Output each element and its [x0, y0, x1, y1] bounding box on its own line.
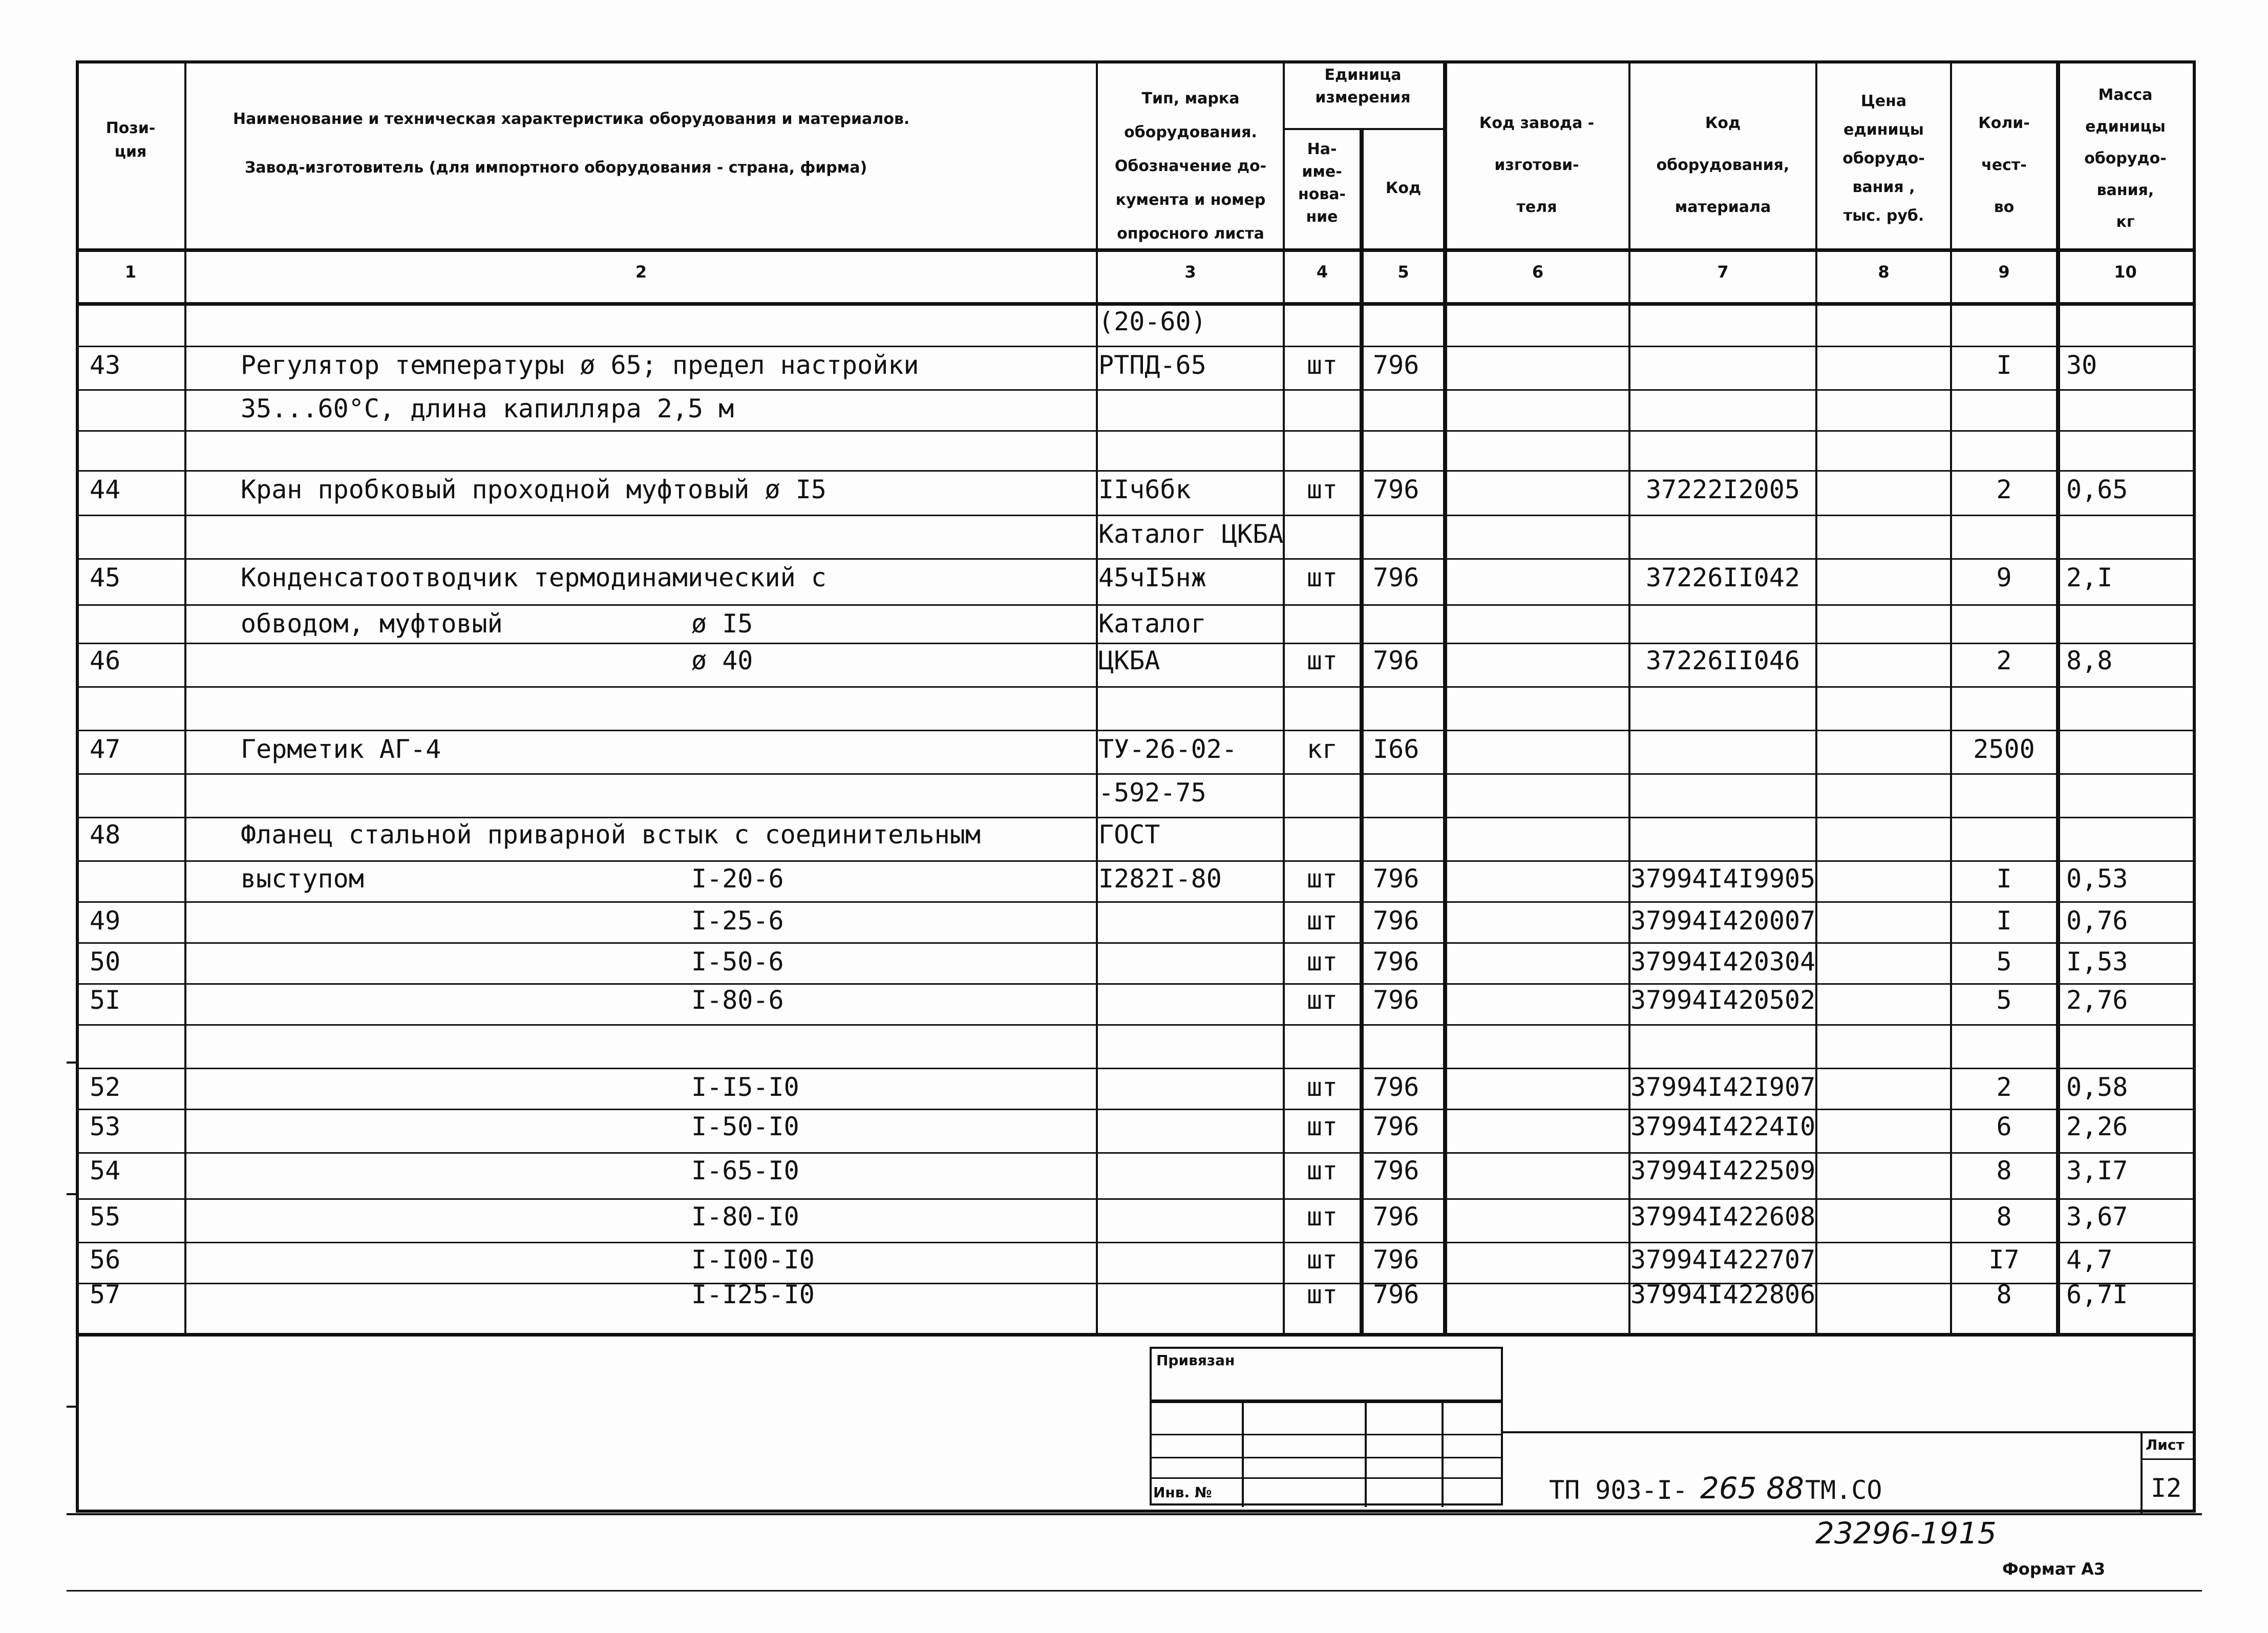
row-unit: кг — [1306, 734, 1338, 764]
row-equipment-code: 37994I4I9905 — [1630, 864, 1816, 894]
row-position: 5I — [90, 985, 121, 1015]
row-equipment-code: 37994I422707 — [1630, 1245, 1816, 1275]
row-quantity: 9 — [1996, 563, 2012, 592]
row-line — [76, 860, 2196, 862]
stamp-line — [1150, 1477, 1503, 1479]
sheet-box-divider — [2140, 1431, 2143, 1513]
header-price: Цена единицы оборудо- вания , тыс. руб. — [1842, 92, 1925, 225]
row-line — [76, 515, 2196, 516]
row-line — [76, 983, 2196, 985]
row-type: IIч6бк — [1098, 475, 1191, 504]
row-line — [76, 1242, 2196, 1243]
inv-number-label: Инв. № — [1153, 1484, 1212, 1501]
row-position: 49 — [90, 906, 121, 936]
row-quantity: 2 — [1996, 1072, 2012, 1102]
row-name-size: I-I5-I0 — [691, 1072, 799, 1102]
row-mass: 0,65 — [2066, 475, 2128, 504]
row-mass: 2,26 — [2066, 1112, 2128, 1141]
row-unit: шт — [1306, 1202, 1338, 1232]
header-factory-code: Код завода - изготови- теля — [1479, 114, 1595, 216]
row-unit: шт — [1306, 350, 1338, 380]
row-mass: 2,I — [2066, 563, 2113, 592]
row-name: обводом, муфтовый — [241, 609, 503, 639]
row-unit: шт — [1306, 1112, 1338, 1141]
row-name-size: I-65-I0 — [691, 1156, 799, 1185]
row-equipment-code: 37994I42I907 — [1630, 1072, 1816, 1102]
stamp-vline — [1442, 1399, 1444, 1507]
privyazan-label: Привязан — [1156, 1352, 1235, 1369]
row-line — [76, 430, 2196, 432]
header-unit-name: На- име- нова- ние — [1298, 140, 1346, 226]
row-type: РТПД-65 — [1098, 350, 1206, 380]
header-subdivider — [1283, 128, 1443, 130]
row-equipment-code: 37994I420007 — [1630, 906, 1816, 936]
row-equipment-code: 37994I4224I0 — [1630, 1112, 1816, 1141]
row-unit-code: 796 — [1373, 1245, 1419, 1275]
row-position: 47 — [90, 734, 121, 764]
row-line — [76, 1109, 2196, 1110]
header-type: Тип, марка оборудования. Обозначение до- кумента и номер опросного листа — [1114, 90, 1267, 243]
row-quantity: 2 — [1996, 646, 2012, 675]
row-quantity: 8 — [1996, 1202, 2012, 1232]
row-mass: 8,8 — [2066, 646, 2113, 675]
header-unit-code: Код — [1385, 179, 1422, 197]
row-line — [76, 686, 2196, 688]
row-unit-code: 796 — [1373, 985, 1419, 1015]
sheet-number: I2 — [2151, 1473, 2182, 1503]
row-unit: шт — [1306, 906, 1338, 936]
format-label: Формат А3 — [2002, 1559, 2106, 1579]
row-line — [76, 1198, 2196, 1200]
row-equipment-code: 37994I422806 — [1630, 1280, 1816, 1309]
lower-rule — [67, 1590, 2202, 1592]
row-quantity: I — [1996, 350, 2012, 380]
row-quantity: I — [1996, 864, 2012, 894]
row-type: -592-75 — [1098, 778, 1206, 808]
colnum-bottom-line — [76, 302, 2196, 306]
row-line — [76, 1068, 2196, 1069]
row-mass: 0,53 — [2066, 864, 2128, 894]
row-line — [76, 773, 2196, 775]
row-position: 48 — [90, 820, 121, 850]
stamp-line — [1150, 1434, 1503, 1435]
row-quantity: 5 — [1996, 947, 2012, 977]
archive-sheet-handwritten: 15 — [1959, 1516, 1997, 1551]
row-unit: шт — [1306, 1156, 1338, 1185]
header-name-line2: Завод-изготовитель (для импортного оборудования - страна, фирма) — [245, 159, 867, 177]
stamp-vline — [1365, 1399, 1367, 1507]
row-unit-code: 796 — [1373, 475, 1419, 504]
header-equipment-code: Код оборудования, материала — [1656, 114, 1790, 216]
row-type: I282I-80 — [1098, 864, 1222, 894]
row-position: 50 — [90, 947, 121, 977]
col-number: 8 — [1878, 262, 1890, 282]
row-mass: I,53 — [2066, 947, 2128, 977]
row-line — [76, 346, 2196, 347]
stamp-vline — [1242, 1399, 1244, 1507]
row-position: 44 — [90, 475, 121, 504]
row-quantity: 6 — [1996, 1112, 2012, 1141]
row-unit: шт — [1306, 985, 1338, 1015]
row-unit: шт — [1306, 1245, 1338, 1275]
row-unit-code: 796 — [1373, 1072, 1419, 1102]
row-mass: 0,76 — [2066, 906, 2128, 936]
row-mass: 6,7I — [2066, 1280, 2128, 1309]
row-quantity: 2 — [1996, 475, 2012, 504]
row-unit: шт — [1306, 1072, 1338, 1102]
row-equipment-code: 37994I422509 — [1630, 1156, 1816, 1185]
row-quantity: I7 — [1988, 1245, 2020, 1275]
row-name: Конденсатоотводчик термодинамический с — [241, 563, 826, 592]
table-bottom-line — [76, 1333, 2196, 1337]
row-line — [76, 942, 2196, 944]
row-name-size: ø 40 — [691, 646, 753, 675]
row-position: 53 — [90, 1112, 121, 1141]
row-equipment-code: 37994I422608 — [1630, 1202, 1816, 1232]
col-number: 3 — [1184, 262, 1196, 282]
row-type: Каталог — [1098, 609, 1206, 639]
col-number: 9 — [1998, 262, 2010, 282]
title-block-line — [1503, 1431, 2196, 1433]
row-mass: 0,58 — [2066, 1072, 2128, 1102]
row-line — [76, 730, 2196, 731]
row-line — [76, 470, 2196, 472]
row-type: (20-60) — [1098, 307, 1206, 336]
row-unit-code: 796 — [1373, 947, 1419, 977]
col-number: 5 — [1397, 262, 1409, 282]
row-unit: шт — [1306, 1280, 1338, 1309]
row-line — [76, 901, 2196, 903]
row-line — [76, 1283, 2196, 1284]
row-equipment-code: 37226II046 — [1645, 646, 1800, 675]
row-quantity: 8 — [1996, 1280, 2012, 1309]
row-position: 46 — [90, 646, 121, 675]
row-equipment-code: 37994I420304 — [1630, 947, 1816, 977]
row-unit-code: 796 — [1373, 1280, 1419, 1309]
row-unit-code: 796 — [1373, 350, 1419, 380]
row-name: Регулятор температуры ø 65; предел настройки — [241, 350, 919, 380]
row-unit: шт — [1306, 563, 1338, 592]
row-position: 52 — [90, 1072, 121, 1102]
row-name-size: I-80-I0 — [691, 1202, 799, 1232]
col-number: 10 — [2114, 262, 2137, 282]
row-line — [76, 389, 2196, 391]
row-position: 43 — [90, 350, 121, 380]
header-name-line1: Наименование и техническая характеристика оборудования и материалов. — [233, 110, 910, 128]
col-number: 6 — [1532, 262, 1544, 282]
row-quantity: 5 — [1996, 985, 2012, 1015]
row-type: ГОСТ — [1098, 820, 1160, 850]
row-line — [76, 817, 2196, 818]
stamp-line — [1150, 1399, 1503, 1403]
row-equipment-code: 37226II042 — [1645, 563, 1800, 592]
sheet-box-line — [2140, 1458, 2196, 1460]
row-type: Каталог ЦКБА — [1098, 519, 1284, 549]
row-quantity: 2500 — [1973, 734, 2035, 764]
row-name-size: I-50-I0 — [691, 1112, 799, 1141]
row-position: 57 — [90, 1280, 121, 1309]
row-unit: шт — [1306, 475, 1338, 504]
header-unit-group: Единица измерения — [1315, 66, 1411, 107]
col-number: 7 — [1717, 262, 1729, 282]
row-unit-code: 796 — [1373, 646, 1419, 675]
row-name: Фланец стальной приварной встык с соединительным — [241, 820, 981, 850]
row-name: Герметик АГ-4 — [241, 734, 441, 764]
col-number: 2 — [635, 262, 647, 282]
margin-tick — [67, 1406, 78, 1408]
row-line — [76, 643, 2196, 644]
row-line — [76, 558, 2196, 560]
document-code-handwritten: 265 88 — [1700, 1471, 1804, 1505]
header-mass: Масса единицы оборудо- вания, кг — [2084, 86, 2167, 231]
row-mass: 2,76 — [2066, 985, 2128, 1015]
row-name: 35...60°С, длина капилляра 2,5 м — [241, 394, 734, 423]
row-position: 54 — [90, 1156, 121, 1185]
row-position: 56 — [90, 1245, 121, 1275]
row-name: выступом — [241, 864, 364, 894]
stamp-line — [1150, 1457, 1503, 1458]
row-name: Кран пробковый проходной муфтовый ø I5 — [241, 475, 826, 504]
row-type: 45чI5нж — [1098, 563, 1206, 592]
row-position: 55 — [90, 1202, 121, 1232]
row-unit: шт — [1306, 947, 1338, 977]
row-name-size: I-20-6 — [691, 864, 784, 894]
row-position: 45 — [90, 563, 121, 592]
row-unit-code: 796 — [1373, 864, 1419, 894]
row-line — [76, 1152, 2196, 1154]
margin-tick — [67, 1193, 78, 1195]
row-unit-code: 796 — [1373, 563, 1419, 592]
row-name-size: I-50-6 — [691, 947, 784, 977]
row-name-size: I-25-6 — [691, 906, 784, 936]
document-suffix: ТМ.СО — [1805, 1475, 1882, 1505]
row-unit-code: I66 — [1373, 734, 1419, 764]
row-name-size: I-80-6 — [691, 985, 784, 1015]
sheet-label: Лист — [2146, 1436, 2185, 1453]
row-mass: 3,I7 — [2066, 1156, 2128, 1185]
header-position: Пози- ция — [105, 119, 156, 161]
row-unit: шт — [1306, 864, 1338, 894]
row-mass: 4,7 — [2066, 1245, 2113, 1275]
row-name-size: ø I5 — [691, 609, 753, 639]
row-name-size: I-I00-I0 — [691, 1245, 815, 1275]
header-quantity: Коли- чест- во — [1978, 114, 2030, 216]
row-type: ТУ-26-02- — [1098, 734, 1237, 764]
row-equipment-code: 37994I420502 — [1630, 985, 1816, 1015]
row-type: ЦКБА — [1098, 646, 1160, 675]
row-quantity: I — [1996, 906, 2012, 936]
document-code: ТП 903-I- — [1549, 1475, 1688, 1505]
row-equipment-code: 37222I2005 — [1645, 475, 1800, 504]
row-line — [76, 1024, 2196, 1026]
privyazan-box — [1150, 1347, 1503, 1505]
col-number: 4 — [1316, 262, 1328, 282]
row-unit-code: 796 — [1373, 1156, 1419, 1185]
row-unit-code: 796 — [1373, 1202, 1419, 1232]
row-line — [76, 604, 2196, 606]
col-number: 1 — [124, 262, 137, 282]
archive-number-handwritten: 23296-19 — [1815, 1516, 1959, 1551]
row-quantity: 8 — [1996, 1156, 2012, 1185]
row-unit-code: 796 — [1373, 906, 1419, 936]
row-mass: 3,67 — [2066, 1202, 2128, 1232]
row-name-size: I-I25-I0 — [691, 1280, 815, 1309]
row-unit: шт — [1306, 646, 1338, 675]
bottom-rule — [67, 1513, 2202, 1515]
margin-tick — [67, 1062, 78, 1064]
row-unit-code: 796 — [1373, 1112, 1419, 1141]
row-mass: 30 — [2066, 350, 2097, 380]
